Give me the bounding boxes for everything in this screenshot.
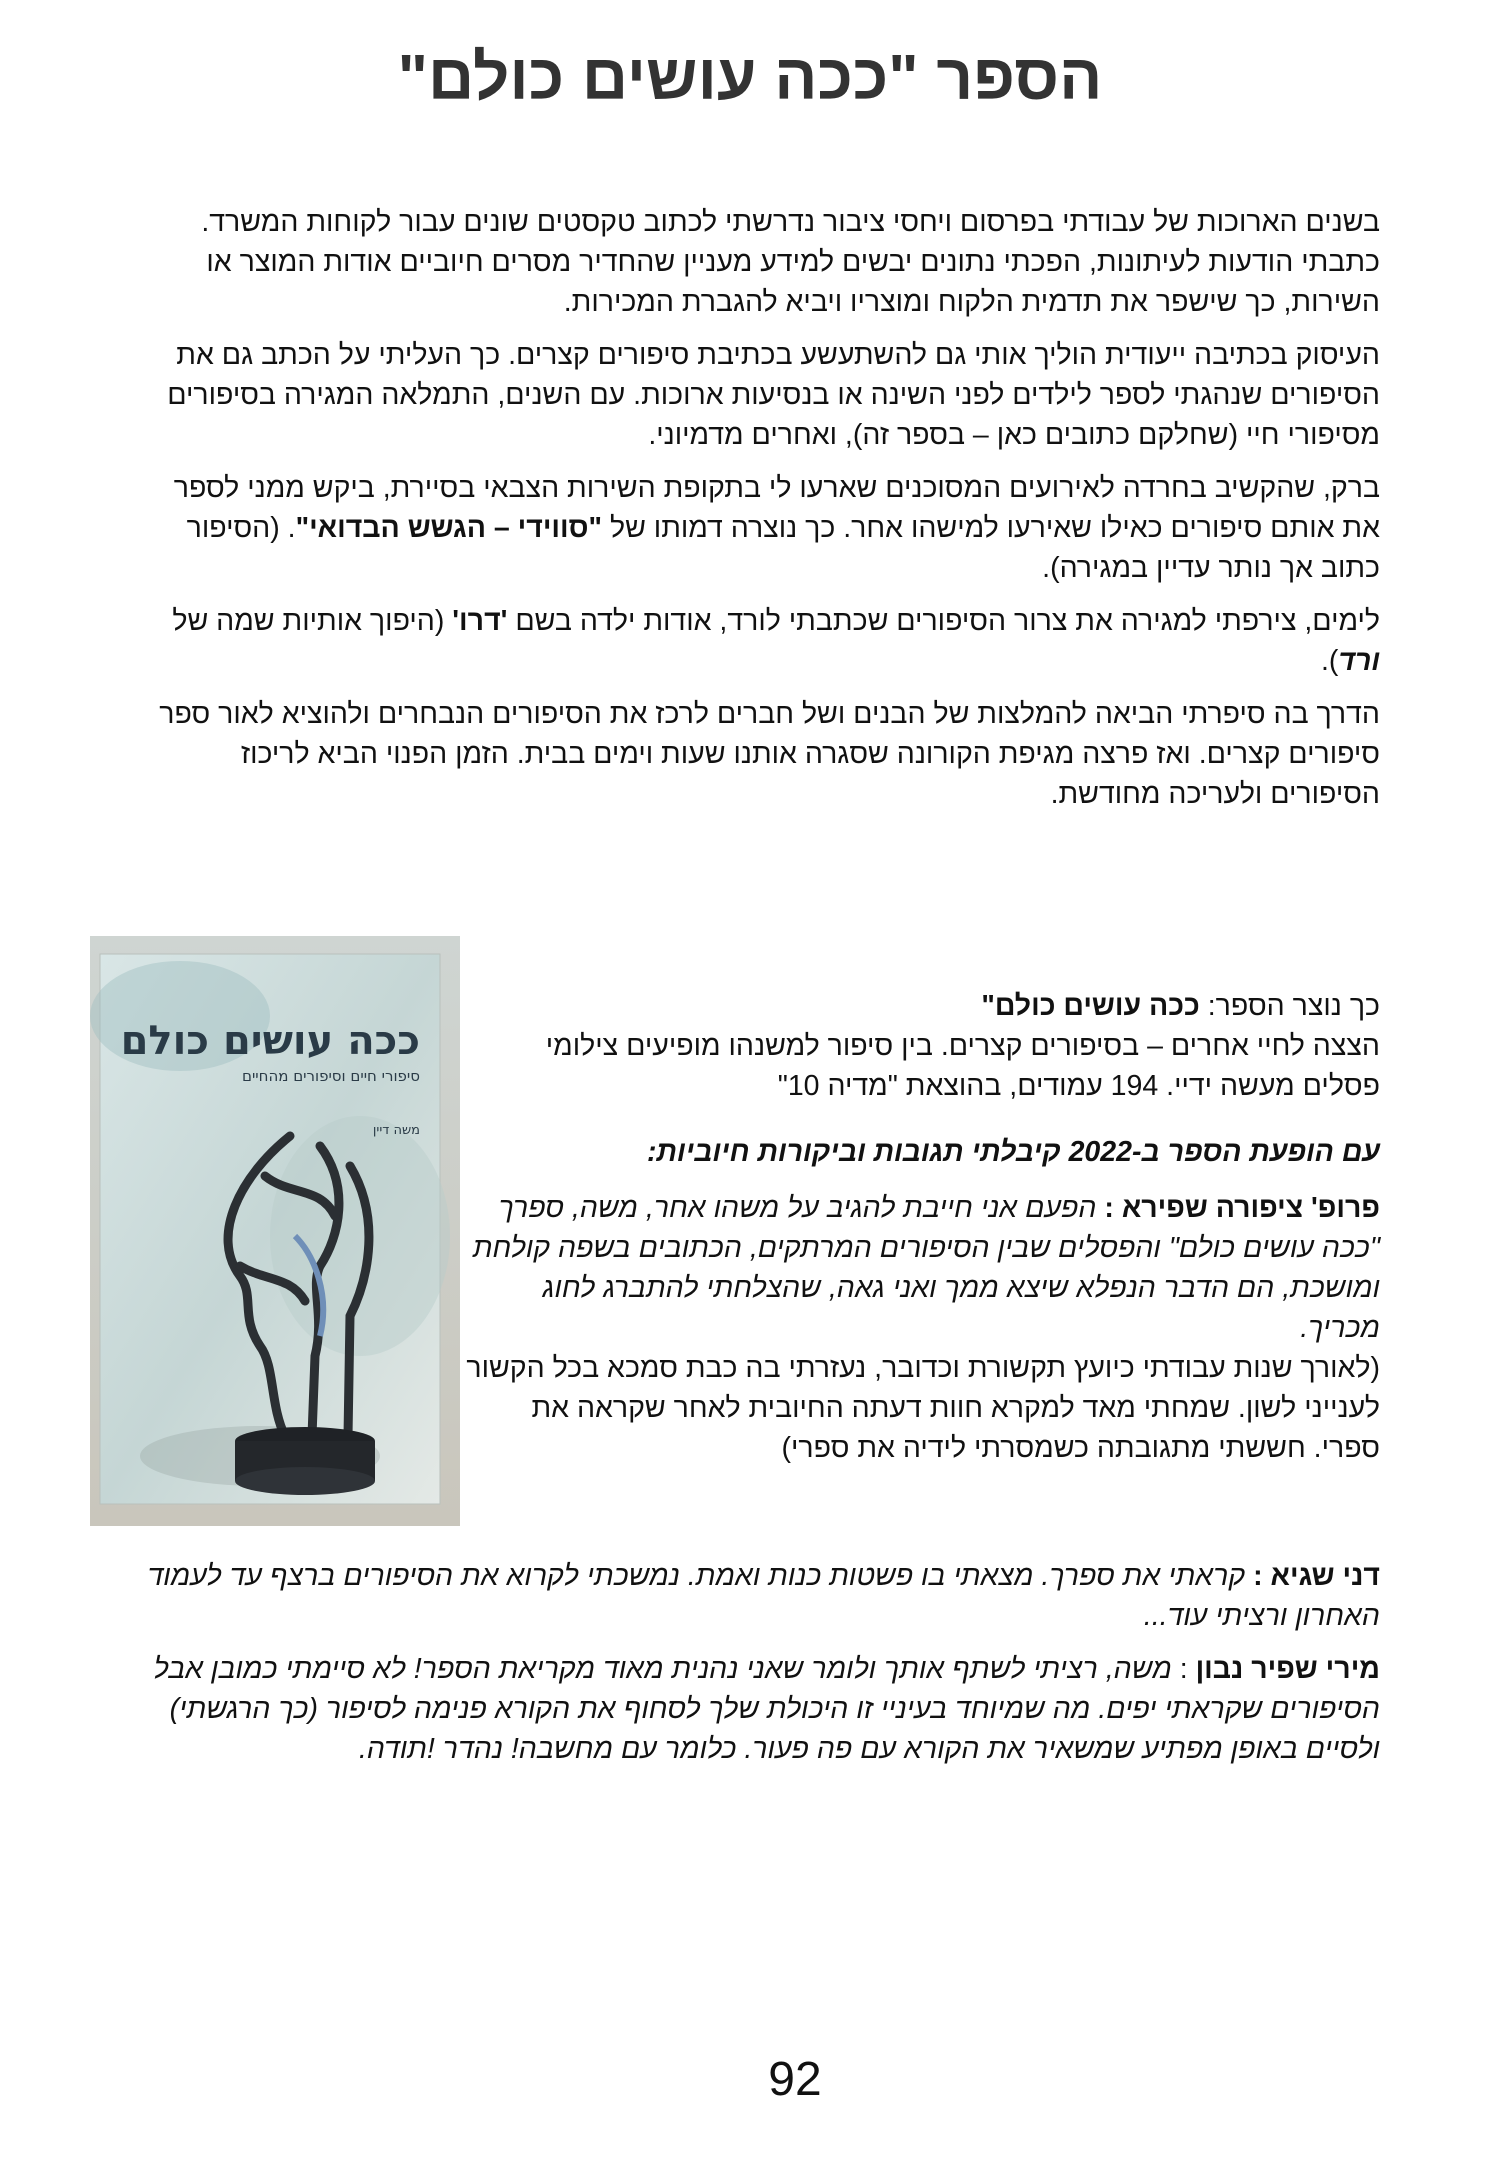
paragraph-4: לימים, צירפתי למגירה את צרור הסיפורים שכתבתי לורד, אודות ילדה בשם 'דרו' (היפוך אותיות שמה של ורד). — [172, 605, 1380, 677]
review-1 — [465, 1188, 1380, 1481]
book-cover-subtitle: סיפורי חיים וסיפורים מהחיים — [242, 1067, 420, 1085]
review-2 — [135, 1556, 1380, 1636]
review-2-author: דני שגיא : — [1245, 1560, 1380, 1592]
paragraph-3: ברק, שהקשיב בחרדה לאירועים המסוכנים שארעו לי בתקופת השירות הצבאי בסיירת, ביקש ממני לספר את אותם סיפורים כאילו שאירעו למישהו אחר. כך נוצרה דמותו של "סווידי – הגשש הבדואי". (הסיפור כתוב אך נותר עדיין במגירה). — [173, 472, 1380, 584]
review-3-author: מירי שפיר נבון — [1195, 1653, 1380, 1685]
reviews-heading: עם הופעת הספר ב-2022 קיבלתי תגובות וביקורות חיוביות: — [647, 1136, 1380, 1168]
review-1-note: (לאורך שנות עבודתי כיועץ תקשורת וכדובר, נעזרתי בה כבת סמכא בכל הקשור לענייני לשון. שמחתי מאד למקרא חוות דעתה החיובית לאחר שקראה את ספרי. חששתי מתגובתה כשמסרתי לידיה את ספרי) — [466, 1352, 1380, 1464]
paragraph-6: כך נוצר הספר: ככה עושים כולם" הצצה לחיי אחרים – בסיפורים קצרים. בין סיפור למשנהו מופיעים צילומי פסלים מעשה ידיי. 194 עמודים, בהוצאת "מדיה 10" — [545, 990, 1380, 1102]
review-1-quote: הפעם אני חייבת להגיב על משהו אחר, משה, ספרך "ככה עושים כולם" והפסלים שבין הסיפורים המרתקים, הכתובים בשפה קולחת ומושכת, הם הדבר הנפלא שיצא ממך ואני גאה, שהצלחתי להתברג לחוג מכריך. — [472, 1192, 1380, 1344]
review-3-quote: משה, רציתי לשתף אותך ולומר שאני נהנית מאוד מקריאת הספר! לא סיימתי כמובן אבל הסיפורים שקראתי יפים. מה שמיוחד בעיניי זו היכולת שלך לסחוף את הקורא פנימה לסיפור (כך הרגשתי) ולסיים באופן מפתיע שמשאיר את הקורא עם פה פעור. כלומר עם מחשבה! נהדר !תודה. — [153, 1653, 1380, 1765]
review-1-author: פרופ' ציפורה שפירא : — [1104, 1192, 1380, 1224]
reviews-heading-block — [485, 1132, 1380, 1185]
book-cover-author: משה דיין — [372, 1123, 420, 1138]
body-text-top — [135, 202, 1380, 827]
paragraph-2: העיסוק בכתיבה ייעודית הוליך אותי גם להשתעשע בכתיבת סיפורים קצרים. כך העליתי על הכתב גם את הסיפורים שנהגתי לספר לילדים לפני השינה או בנסיעות ארוכות. עם השנים, התמלאה המגירה בסיפורים מסיפורי חיי (שחלקם כתובים כאן – בספר זה), ואחרים מדמיוני. — [167, 339, 1380, 451]
review-2-quote: קראתי את ספרך. מצאתי בו פשטות כנות ואמת. נמשכתי לקרוא את הסיפורים ברצף עד לעמוד האחרון ורציתי עוד... — [147, 1560, 1380, 1632]
body-text-side — [485, 986, 1380, 1119]
paragraph-5: הדרך בה סיפרתי הביאה להמלצות של הבנים ושל חברים לרכז את הסיפורים הנבחרים ולהוציא לאור ספר סיפורים קצרים. ואז פרצה מגיפת הקורונה שסגרה אותנו שעות וימים בבית. הזמן הפנוי הביא לריכוז הסיפורים ולעריכה מחודשת. — [159, 698, 1380, 810]
book-cover-image — [90, 936, 460, 1526]
page-title: הספר "ככה עושים כולם" — [397, 41, 1103, 113]
page-number: 92 — [768, 2053, 822, 2106]
book-photo-svg — [90, 936, 460, 1526]
review-3: מירי שפיר נבון : משה, רציתי לשתף אותך ולומר שאני נהנית מאוד מקריאת הספר! לא סיימתי כמובן אבל הסיפורים שקראתי יפים. מה שמיוחד בעיניי זו היכולת שלך לסחוף את הקורא פנימה לסיפור (כך הרגשתי) ולסיים באופן מפתיע שמשאיר את הקורא עם פה פעור. כלומר עם מחשבה! נהדר !תודה. — [153, 1653, 1380, 1765]
body-text-bottom — [135, 1556, 1380, 1782]
book-cover-title: ככה עושים כולם — [120, 1018, 420, 1064]
paragraph-1: בשנים הארוכות של עבודתי בפרסום ויחסי ציבור נדרשתי לכתוב טקסטים שונים עבור לקוחות המשרד. כתבתי הודעות לעיתונות, הפכתי נתונים יבשים למידע מעניין שהחדיר מסרים חיוביים אודות המוצר או השירות, כך שישפר את תדמית הלקוח ומוצריו ויביא להגברת המכירות. — [201, 206, 1380, 318]
